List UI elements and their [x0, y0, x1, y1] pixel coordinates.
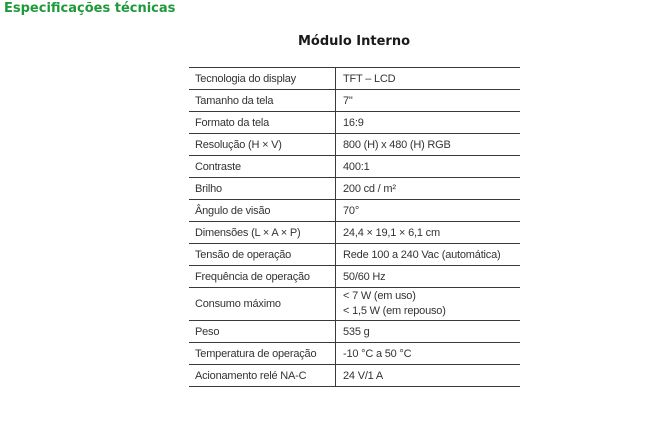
- spec-value: 24 V/1 A: [336, 365, 521, 387]
- table-row: [189, 112, 520, 134]
- table-row: [189, 68, 520, 90]
- spec-value: 7": [336, 90, 521, 112]
- spec-label: Formato da tela: [189, 112, 336, 134]
- table-row: [189, 222, 520, 244]
- table-row: [189, 288, 520, 321]
- spec-label: Ângulo de visão: [189, 200, 336, 222]
- spec-label: Peso: [189, 321, 336, 343]
- spec-label: Resolução (H × V): [189, 134, 336, 156]
- spec-value: 200 cd / m²: [336, 178, 521, 200]
- spec-label: Tensão de operação: [189, 244, 336, 266]
- table-row: [189, 321, 520, 343]
- spec-value: 535 g: [336, 321, 521, 343]
- spec-label: Tamanho da tela: [189, 90, 336, 112]
- spec-label: Dimensões (L × A × P): [189, 222, 336, 244]
- section-title: Especificações técnicas: [4, 1, 176, 16]
- spec-label: Tecnologia do display: [189, 68, 336, 90]
- spec-label: Frequência de operação: [189, 266, 336, 288]
- spec-value: Rede 100 a 240 Vac (automática): [336, 244, 521, 266]
- table-row: [189, 134, 520, 156]
- spec-value: -10 °C a 50 °C: [336, 343, 521, 365]
- spec-value: 70°: [336, 200, 521, 222]
- spec-value: 24,4 × 19,1 × 6,1 cm: [336, 222, 521, 244]
- module-title: Módulo Interno: [297, 34, 411, 49]
- spec-value: 800 (H) x 480 (H) RGB: [336, 134, 521, 156]
- table-row: [189, 365, 520, 387]
- spec-label: Temperatura de operação: [189, 343, 336, 365]
- spec-value-line: < 1,5 W (em repouso): [343, 305, 446, 317]
- spec-label: Contraste: [189, 156, 336, 178]
- spec-label: Acionamento relé NA-C: [189, 365, 336, 387]
- table-row: [189, 156, 520, 178]
- spec-value: 16:9: [336, 112, 521, 134]
- spec-value: 400:1: [336, 156, 521, 178]
- specs-table: [189, 67, 520, 387]
- spec-label: Brilho: [189, 178, 336, 200]
- spec-value-multiline: [336, 288, 521, 321]
- spec-label: Consumo máximo: [189, 288, 336, 321]
- spec-value-line: < 7 W (em uso): [343, 290, 416, 302]
- table-row: [189, 244, 520, 266]
- spec-value: TFT – LCD: [336, 68, 521, 90]
- table-row: [189, 178, 520, 200]
- spec-value: 50/60 Hz: [336, 266, 521, 288]
- table-row: [189, 266, 520, 288]
- table-row: [189, 343, 520, 365]
- table-row: [189, 90, 520, 112]
- table-row: [189, 200, 520, 222]
